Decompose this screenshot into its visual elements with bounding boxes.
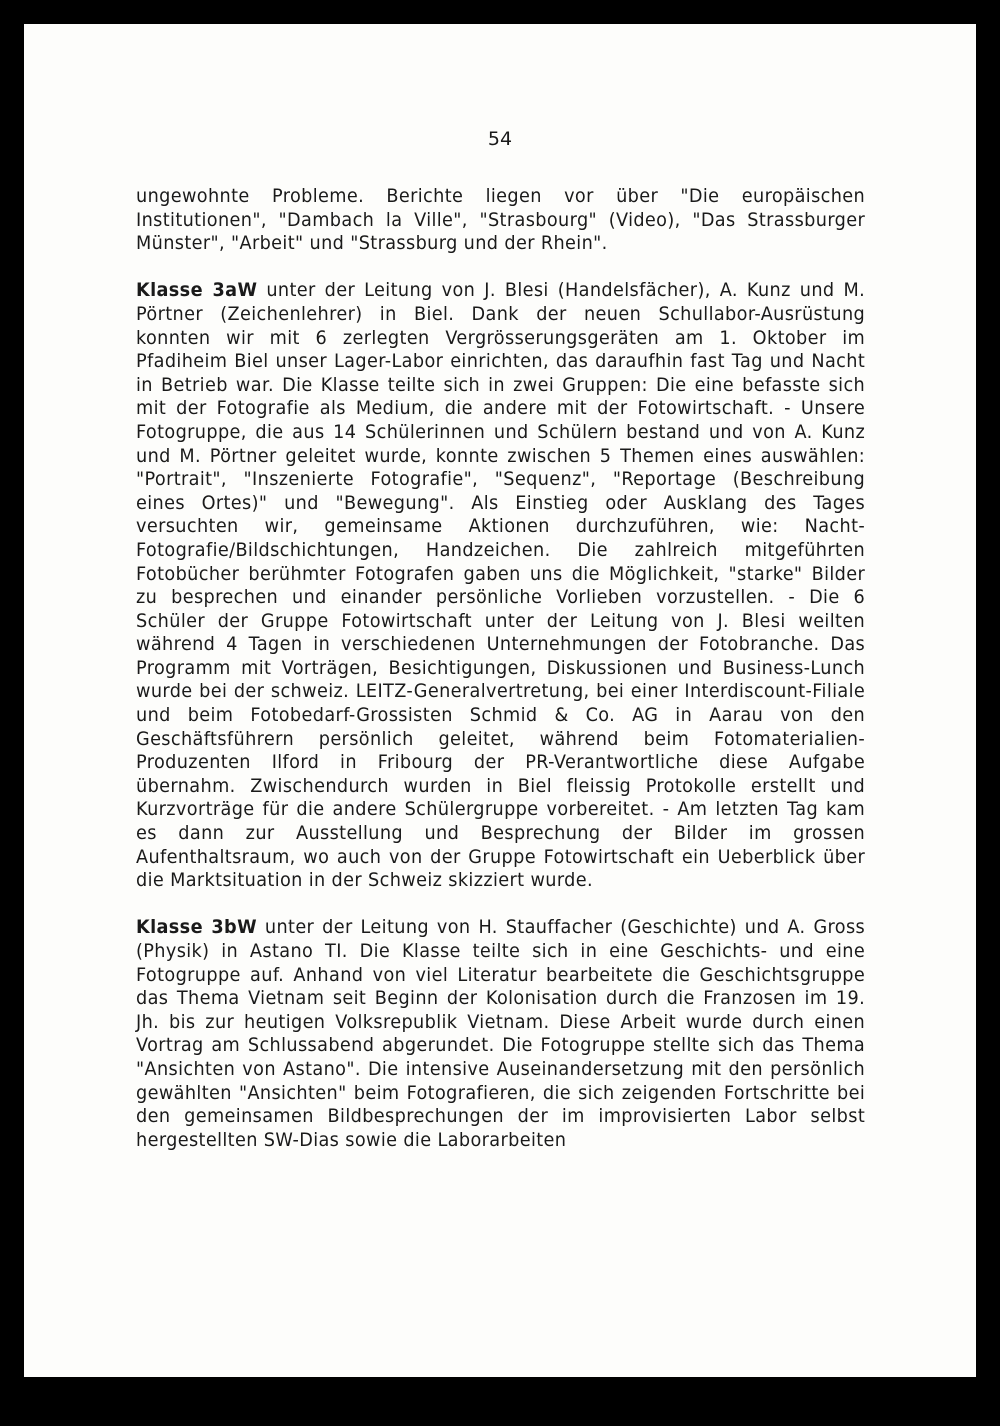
- paragraph-text: unter der Leitung von J. Blesi (Handelsfächer), A. Kunz und M. Pörtner (Zeichenlehrer) in Biel. Dank der neuen Schullabor-Ausrüstung konnten wir mit 6 zerlegten Vergrösserungsgeräten am 1. Oktober im Pfadiheim Biel unser Lager-Labor einrichten, das daraufhin fast Tag und Nacht in Betrieb war. Die Klasse teilte sich in zwei Gruppen: Die eine befasste sich mit der Fotografie als Medium, die andere mit der Fotowirtschaft. - Unsere Fotogruppe, die aus 14 Schülerinnen und Schülern bestand und von A. Kunz und M. Pörtner geleitet wurde, konnte zwischen 5 Themen eines auswählen: "Portrait", "Inszenierte Fotografie", "Sequenz", "Reportage (Beschreibung eines Ortes)" und "Bewegung". Als Einstieg oder Ausklang des Tages versuchten wir, gemeinsame Aktionen durchzuführen, wie: Nacht-Fotografie/Bildschichtungen, Handzeichen. Die zahlreich mitgeführten Fotobücher berühmter Fotografen gaben uns die Möglichkeit, "starke" Bilder zu besprechen und einander persönliche Vorlieben vorzustellen. - Die 6 Schüler der Gruppe Fotowirtschaft unter der Leitung von J. Blesi weilten während 4 Tagen in verschiedenen Unternehmungen der Fotobranche. Das Programm mit Vorträgen, Besichtigungen, Diskussionen und Business-Lunch wurde bei der schweiz. LEITZ-Generalvertretung, bei einer Interdiscount-Filiale und beim Fotobedarf-Grossisten Schmid & Co. AG in Aarau von den Geschäftsführern persönlich geleitet, während beim Fotomaterialien-Produzenten Ilford in Fribourg der PR-Verantwortliche diese Aufgabe übernahm. Zwischendurch wurden in Biel fleissig Protokolle erstellt und Kurzvorträge für die andere Schülergruppe vorbereitet. - Am letzten Tag kam es dann zur Ausstellung und Besprechung der Bilder im grossen Aufenthaltsraum, wo auch von der Gruppe Fotowirtschaft ein Ueberblick über die Marktsituation in der Schweiz skizziert wurde.: [136, 279, 866, 892]
- paragraph-text: ungewohnte Probleme. Berichte liegen vor über "Die europäischen Institutionen", "Dambach la Ville", "Strasbourg" (Video), "Das Strassburger Münster", "Arbeit" und "Strassburg und der Rhein".: [136, 185, 866, 255]
- paragraph-lead: Klasse 3aW: [136, 279, 258, 302]
- paragraph-klasse-3bw: [136, 916, 865, 1152]
- page-number: 54: [487, 128, 513, 150]
- paragraph-text: unter der Leitung von H. Stauffacher (Geschichte) und A. Gross (Physik) in Astano TI. Die Klasse teilte sich in eine Geschichts- und eine Fotogruppe auf. Anhand von viel Literatur bearbeitete die Geschichtsgruppe das Thema Vietnam seit Beginn der Kolonisation durch die Franzosen im 19. Jh. bis zur heutigen Volksrepublik Vietnam. Diese Arbeit wurde durch einen Vortrag am Schlussabend abgerundet. Die Fotogruppe stellte sich das Thema "Ansichten von Astano". Die intensive Auseinandersetzung mit den persönlich gewählten "Ansichten" beim Fotografieren, die sich zeigenden Fortschritte bei den gemeinsamen Bildbesprechungen der im improvisierten Labor selbst hergestellten SW-Dias sowie die Laborarbeiten: [136, 916, 866, 1151]
- body-text: [136, 185, 866, 1152]
- paragraph-lead: Klasse 3bW: [136, 916, 257, 939]
- paragraph-intro: [136, 185, 865, 256]
- document-page: [24, 24, 976, 1377]
- paragraph-klasse-3aw: [136, 279, 865, 892]
